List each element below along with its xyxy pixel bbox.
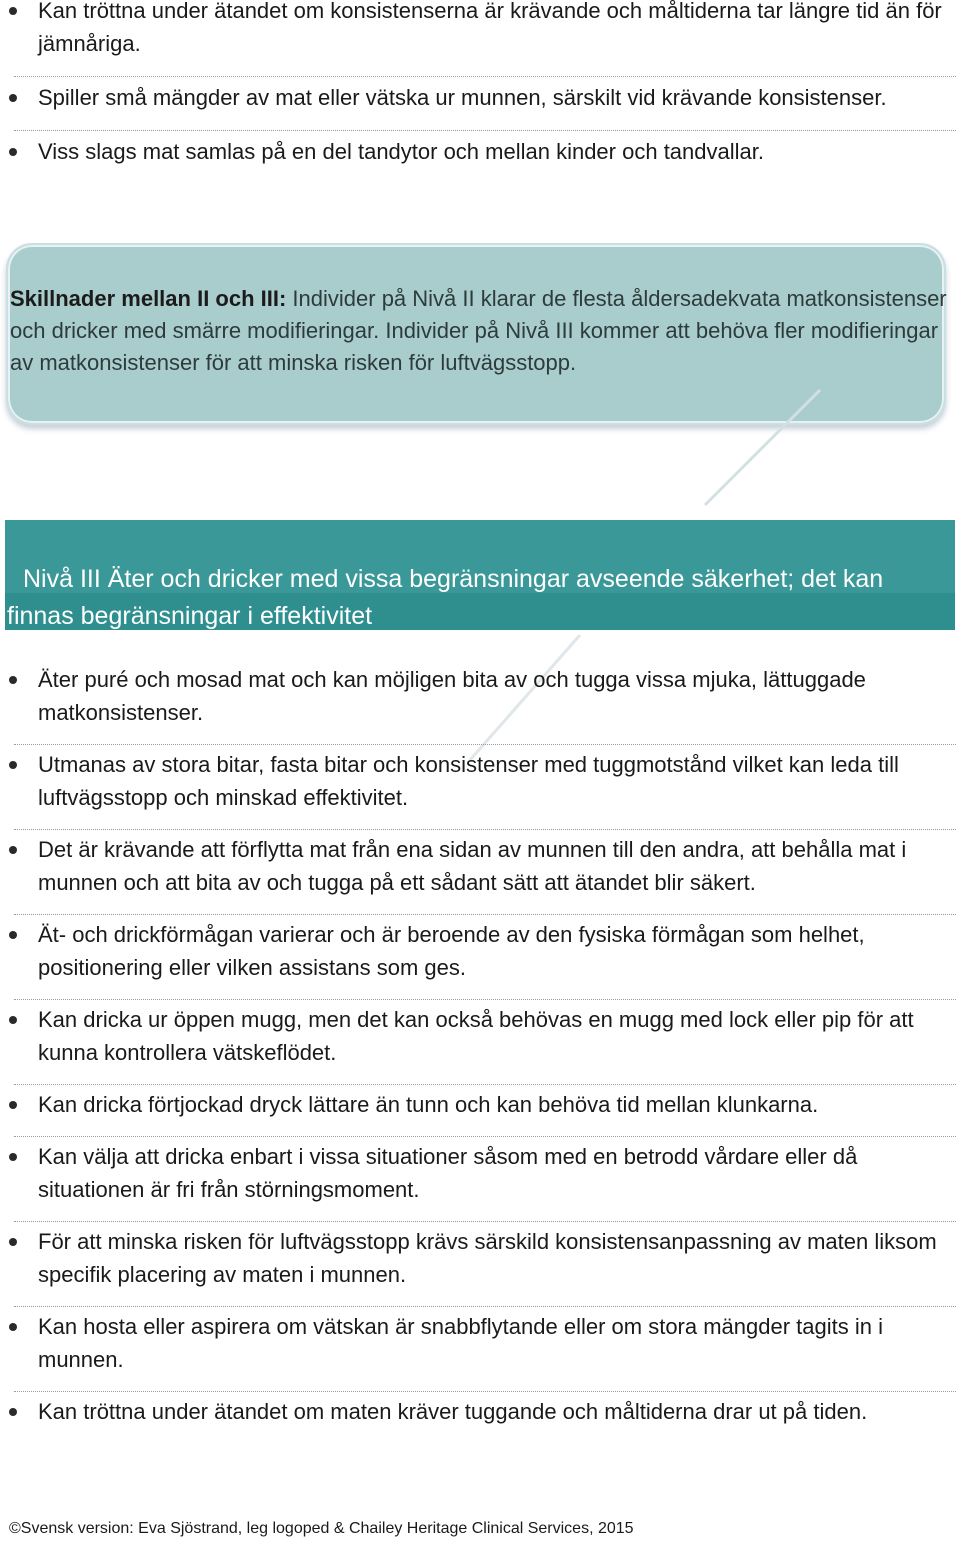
bullet-icon: [9, 1238, 17, 1246]
bullet-icon: [9, 1408, 17, 1416]
list-item-text: För att minska risken för luftvägsstopp krävs särskild konsistensanpassning av maten liksom specifik placering av maten i munnen.: [38, 1229, 937, 1287]
list-item-text: Det är krävande att förflytta mat från ena sidan av munnen till den andra, att behålla mat i munnen och att bita av och tugga på ett sådant sätt att ätandet blir säkert.: [38, 837, 907, 895]
bullet-icon: [9, 1016, 17, 1024]
bullet-icon: [9, 846, 17, 854]
list-item: [0, 135, 960, 168]
dotted-divider: [14, 744, 956, 745]
list-item: [0, 0, 960, 60]
bullet-icon: [9, 7, 17, 15]
list-item: [0, 81, 960, 114]
level3-bullet-list: [0, 663, 960, 1428]
dotted-divider: [14, 1084, 956, 1085]
callout-body: Individer på Nivå II klarar de flesta åldersadekvata matkonsistenser och dricker med smärre modifieringar. Individer på Nivå III kommer att behöva fler modifieringar av matkonsistenser för att minska risken för luftvägsstopp.: [10, 286, 947, 375]
list-item: [0, 748, 960, 814]
list-item: [0, 1140, 960, 1206]
list-item: [0, 1395, 960, 1428]
list-item: [0, 1088, 960, 1121]
list-item: [0, 833, 960, 899]
list-item-text: Kan dricka förtjockad dryck lättare än tunn och kan behöva tid mellan klunkarna.: [38, 1092, 819, 1117]
top-bullet-list: [0, 0, 960, 168]
list-item: [0, 1225, 960, 1291]
bullet-icon: [9, 931, 17, 939]
callout-text: [10, 283, 960, 379]
list-item: [0, 1003, 960, 1069]
bullet-icon: [9, 94, 17, 102]
callout-bold-label: Skillnader mellan II och III:: [10, 286, 287, 311]
list-item: [0, 1310, 960, 1376]
list-item: [0, 663, 960, 729]
list-item-text: Kan hosta eller aspirera om vätskan är snabbflytande eller om stora mängder tagits in i munnen.: [38, 1314, 883, 1372]
bullet-icon: [9, 1323, 17, 1331]
list-item-text: Äter puré och mosad mat och kan möjligen bita av och tugga vissa mjuka, lättuggade matkonsistenser.: [38, 667, 866, 725]
list-item-text: Viss slags mat samlas på en del tandytor och mellan kinder och tandvallar.: [38, 139, 764, 164]
dotted-divider: [14, 1136, 956, 1137]
list-item-text: Kan tröttna under ätandet om konsistenserna är krävande och måltiderna tar längre tid än för jämnåriga.: [38, 0, 942, 56]
dotted-divider: [14, 999, 956, 1000]
bullet-icon: [9, 148, 17, 156]
list-item: [0, 918, 960, 984]
list-item-text: Spiller små mängder av mat eller vätska ur munnen, särskilt vid krävande konsistenser.: [38, 85, 887, 110]
copyright-footer: ©Svensk version: Eva Sjöstrand, leg logoped & Chailey Heritage Clinical Services, 2015: [9, 1520, 634, 1537]
dotted-divider: [14, 829, 956, 830]
list-item-text: Kan välja att dricka enbart i vissa situationer såsom med en betrodd vårdare eller då situationen är fri från störningsmoment.: [38, 1144, 858, 1202]
dotted-divider: [14, 914, 956, 915]
bullet-icon: [9, 676, 17, 684]
level-heading: [5, 520, 955, 630]
dotted-divider: [14, 1391, 956, 1392]
dotted-divider: [14, 76, 956, 77]
level-heading-title: Nivå III Äter och dricker med vissa begränsningar avseende säkerhet; det kan finnas begränsningar i effektivitet: [7, 565, 884, 630]
dotted-divider: [14, 130, 956, 131]
bullet-icon: [9, 761, 17, 769]
list-item-text: Kan tröttna under ätandet om maten kräver tuggande och måltiderna drar ut på tiden.: [38, 1399, 868, 1424]
dotted-divider: [14, 1221, 956, 1222]
bullet-icon: [9, 1101, 17, 1109]
bullet-icon: [9, 1153, 17, 1161]
dotted-divider: [14, 1306, 956, 1307]
list-item-text: Ät- och drickförmågan varierar och är beroende av den fysiska förmågan som helhet, positionering eller vilken assistans som ges.: [38, 922, 865, 980]
list-item-text: Kan dricka ur öppen mugg, men det kan också behövas en mugg med lock eller pip för att kunna kontrollera vätskeflödet.: [38, 1007, 914, 1065]
list-item-text: Utmanas av stora bitar, fasta bitar och konsistenser med tuggmotstånd vilket kan leda till luftvägsstopp och minskad effektivitet.: [38, 752, 899, 810]
